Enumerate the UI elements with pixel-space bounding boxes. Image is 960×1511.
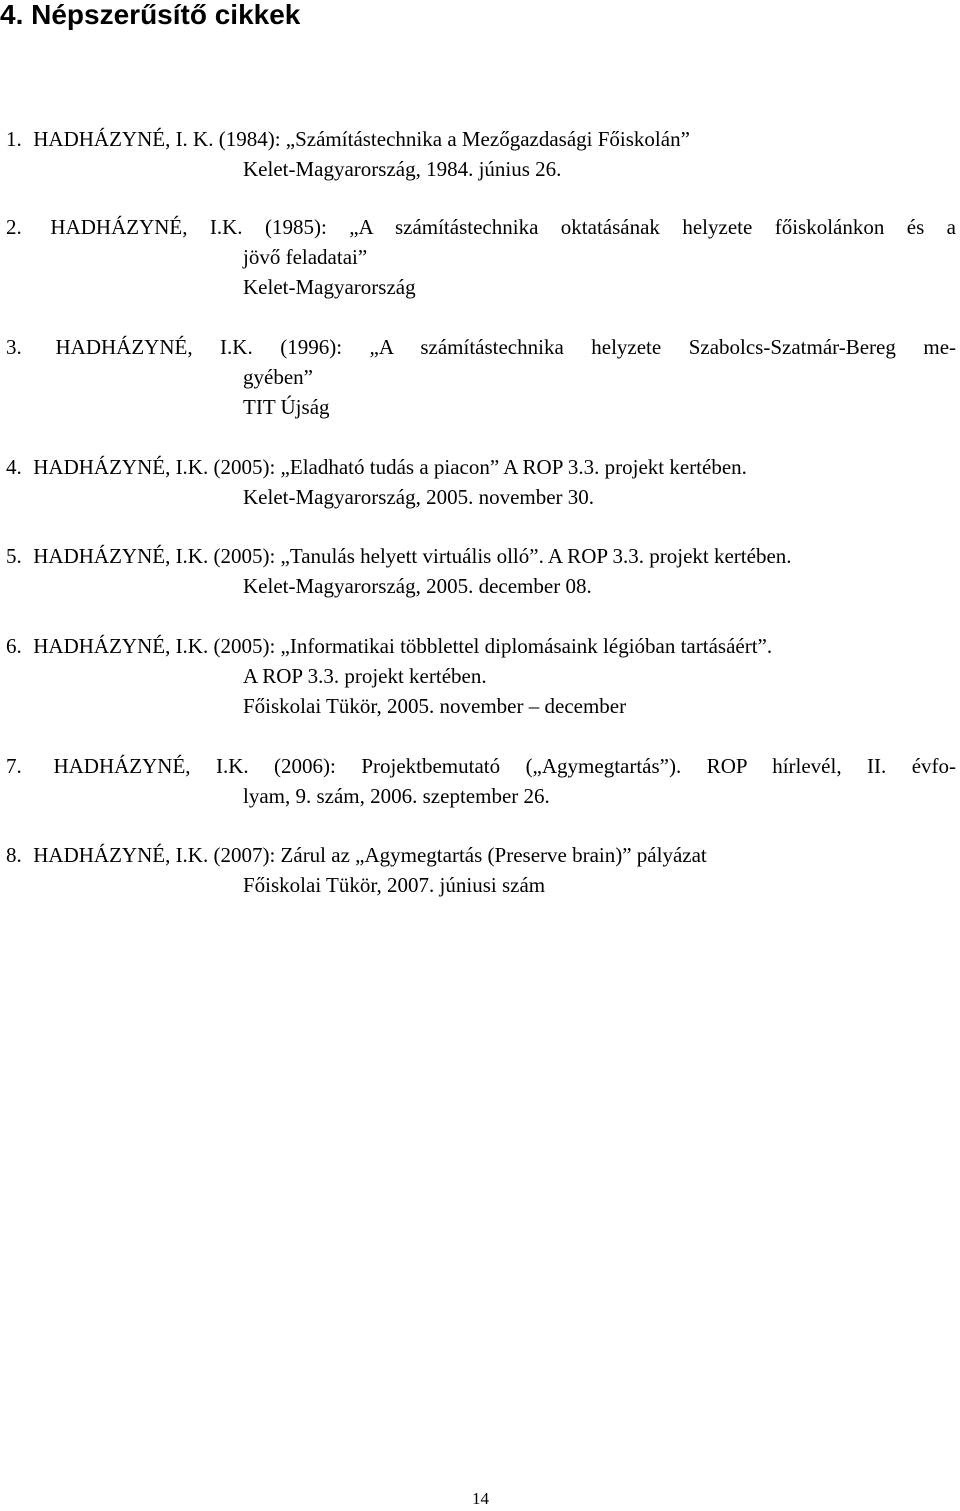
entry-line: gyében” [243,365,313,389]
entry-text: HADHÁZYNÉ, I.K. (1996): „A számítástechnika helyzete Szabolcs-Szatmár-Bereg me- [55,335,957,359]
entry-text: HADHÁZYNÉ, I.K. (1985): „A számítástechnika oktatásának helyzete főiskolánkon és a [50,215,957,239]
entry-line: Kelet-Magyarország [243,275,416,299]
entry-line [6,332,956,362]
entry-line: Főiskolai Tükör, 2005. november – december [243,694,627,718]
entry-line [6,212,956,242]
entry-number: 2. [6,215,22,239]
entry-text: HADHÁZYNÉ, I.K. (2005): „Eladható tudás a piacon” A ROP 3.3. projekt kertében. [33,455,747,479]
entry-text: HADHÁZYNÉ, I.K. (2006): Projektbemutató („Agymegtartás”). ROP hírlevél, II. évfo- [53,754,957,778]
entry-line [6,631,956,661]
entry-line: jövő feladatai” [243,245,368,269]
entry-text: HADHÁZYNÉ, I.K. (2007): Zárul az „Agymegtartás (Preserve brain)” pályázat [33,843,707,867]
entry-number: 5. [6,544,22,568]
entry-line: lyam, 9. szám, 2006. szeptember 26. [243,784,550,808]
entry-text: HADHÁZYNÉ, I.K. (2005): „Tanulás helyett virtuális olló”. A ROP 3.3. projekt kertében. [33,544,792,568]
entry-line [6,541,956,571]
entry-number: 7. [6,754,22,778]
entry-number: 1. [6,127,22,151]
entry-line: Kelet-Magyarország, 2005. december 08. [243,574,592,598]
page-number: 14 [472,1489,489,1508]
publication-entry-1 [6,124,956,184]
entry-number: 3. [6,335,22,359]
publication-entry-5 [6,541,956,601]
entry-number: 8. [6,843,22,867]
entry-line [6,452,956,482]
entry-text: HADHÁZYNÉ, I.K. (2005): „Informatikai többlettel diplomásaink légióban tartásáért”. [33,634,773,658]
entry-line [6,751,956,781]
entry-number: 6. [6,634,22,658]
publication-entry-3 [6,332,956,422]
entry-line: Kelet-Magyarország, 1984. június 26. [243,157,562,181]
entry-number: 4. [6,455,22,479]
publication-entry-4 [6,452,956,512]
entry-text: HADHÁZYNÉ, I. K. (1984): „Számítástechnika a Mezőgazdasági Főiskolán” [33,127,690,151]
entry-line: TIT Újság [243,395,330,419]
section-heading: 4. Népszerűsítő cikkek [0,0,301,30]
entry-line [6,124,956,154]
publication-entry-8 [6,840,956,900]
entry-line [6,840,956,870]
publication-entry-2 [6,212,956,302]
publication-entry-7 [6,751,956,811]
entry-line: Kelet-Magyarország, 2005. november 30. [243,485,595,509]
entry-line: Főiskolai Tükör, 2007. júniusi szám [243,873,546,897]
entry-line: A ROP 3.3. projekt kertében. [243,664,487,688]
publication-entry-6 [6,631,956,721]
